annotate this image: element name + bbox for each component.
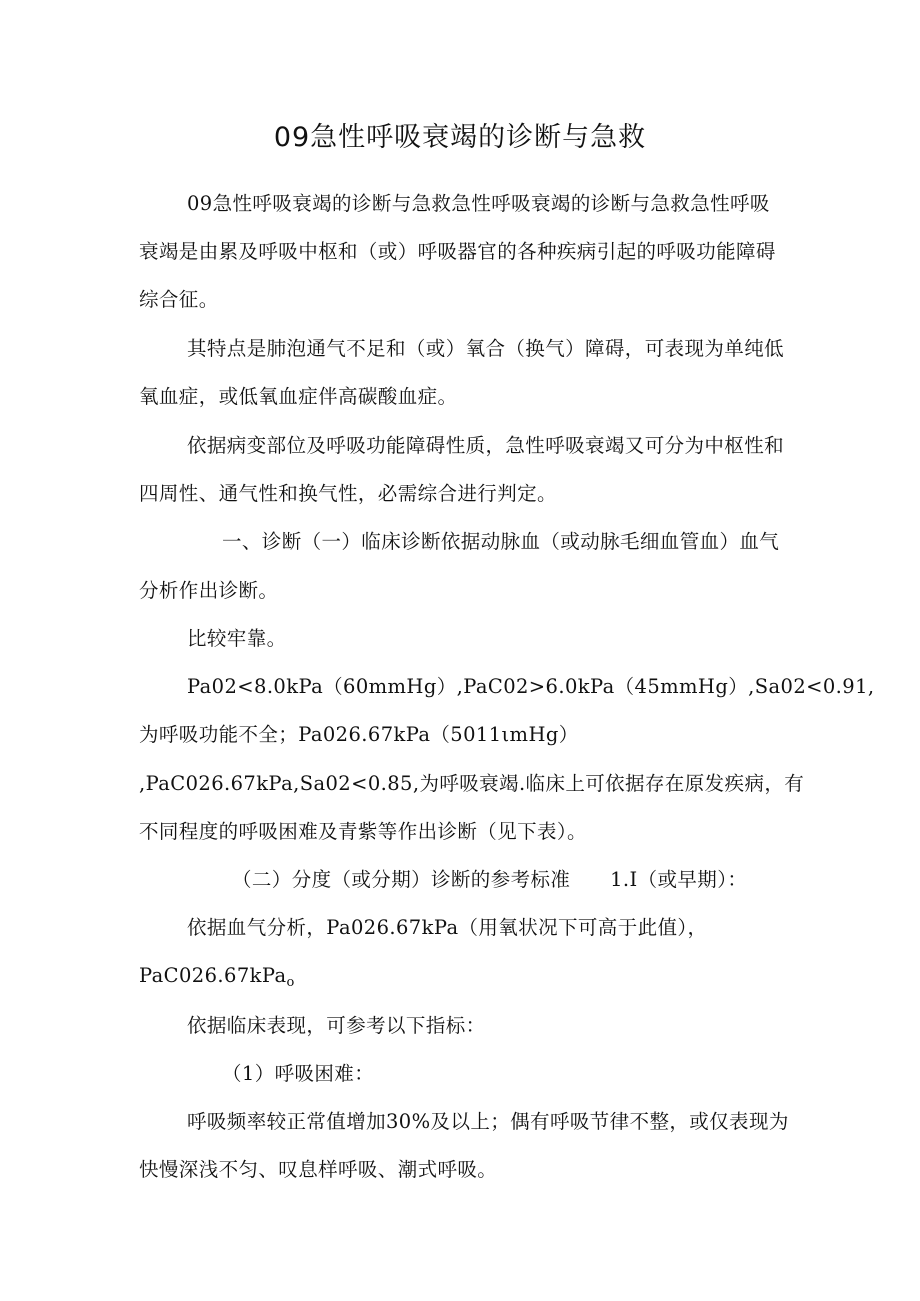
- paragraph-line: 快慢深浅不匀、叹息样呼吸、潮式呼吸。: [139, 1158, 498, 1181]
- formula-text: PaC026.67kPa: [139, 964, 287, 987]
- paragraph-line: 综合征。: [139, 288, 219, 311]
- subheading-line: （1）呼吸困难：: [222, 1062, 375, 1085]
- paragraph-line: 其特点是肺泡通气不足和（或）氧合（换气）障碍，可表现为单纯低: [187, 337, 785, 360]
- paragraph-line: 衰竭是由累及呼吸中枢和（或）呼吸器官的各种疾病引起的呼吸功能障碍: [139, 240, 776, 263]
- formula-line: Pa02<8.0kPa（60mmHg）,PaC02>6.0kPa（45mmHg）,Sa02<0.91,: [187, 675, 875, 698]
- subscript-text: o: [286, 975, 295, 990]
- paragraph-line: 依据临床表现，可参考以下指标：: [187, 1014, 486, 1037]
- paragraph-line: 氧血症，或低氧血症伴高碳酸血症。: [139, 385, 458, 408]
- section-heading-line: 一、诊断（一）临床诊断依据动脉血（或动脉毛细血管血）血气: [222, 530, 780, 553]
- document-title: 09急性呼吸衰竭的诊断与急救: [273, 122, 647, 153]
- formula-line: 为呼吸功能不全；Pa026.67kPa（5011ιmHg）: [139, 723, 579, 746]
- paragraph-line: 09急性呼吸衰竭的诊断与急救急性呼吸衰竭的诊断与急救急性呼吸: [187, 192, 770, 215]
- paragraph-line: 依据病变部位及呼吸功能障碍性质，急性呼吸衰竭又可分为中枢性和: [187, 434, 785, 457]
- paragraph-line: ,PaC026.67kPa,Sa02<0.85,为呼吸衰竭.临床上可依据存在原发疾病，有: [139, 772, 805, 795]
- paragraph-line: 呼吸频率较正常值增加30%及以上；偶有呼吸节律不整，或仅表现为: [187, 1110, 789, 1133]
- paragraph-line: 依据血气分析，Pa026.67kPa（用氧状况下可高于此值），: [187, 916, 708, 939]
- paragraph-line: 比较牢靠。: [187, 627, 287, 650]
- paragraph-line: 四周性、通气性和换气性，必需综合进行判定。: [139, 482, 557, 505]
- section-heading-line: （二）分度（或分期）诊断的参考标准 1.I（或早期）：: [232, 868, 748, 891]
- formula-line: [139, 962, 295, 997]
- paragraph-line: 不同程度的呼吸困难及青紫等作出诊断（见下表）。: [139, 820, 587, 843]
- paragraph-line: 分析作出诊断。: [139, 579, 279, 602]
